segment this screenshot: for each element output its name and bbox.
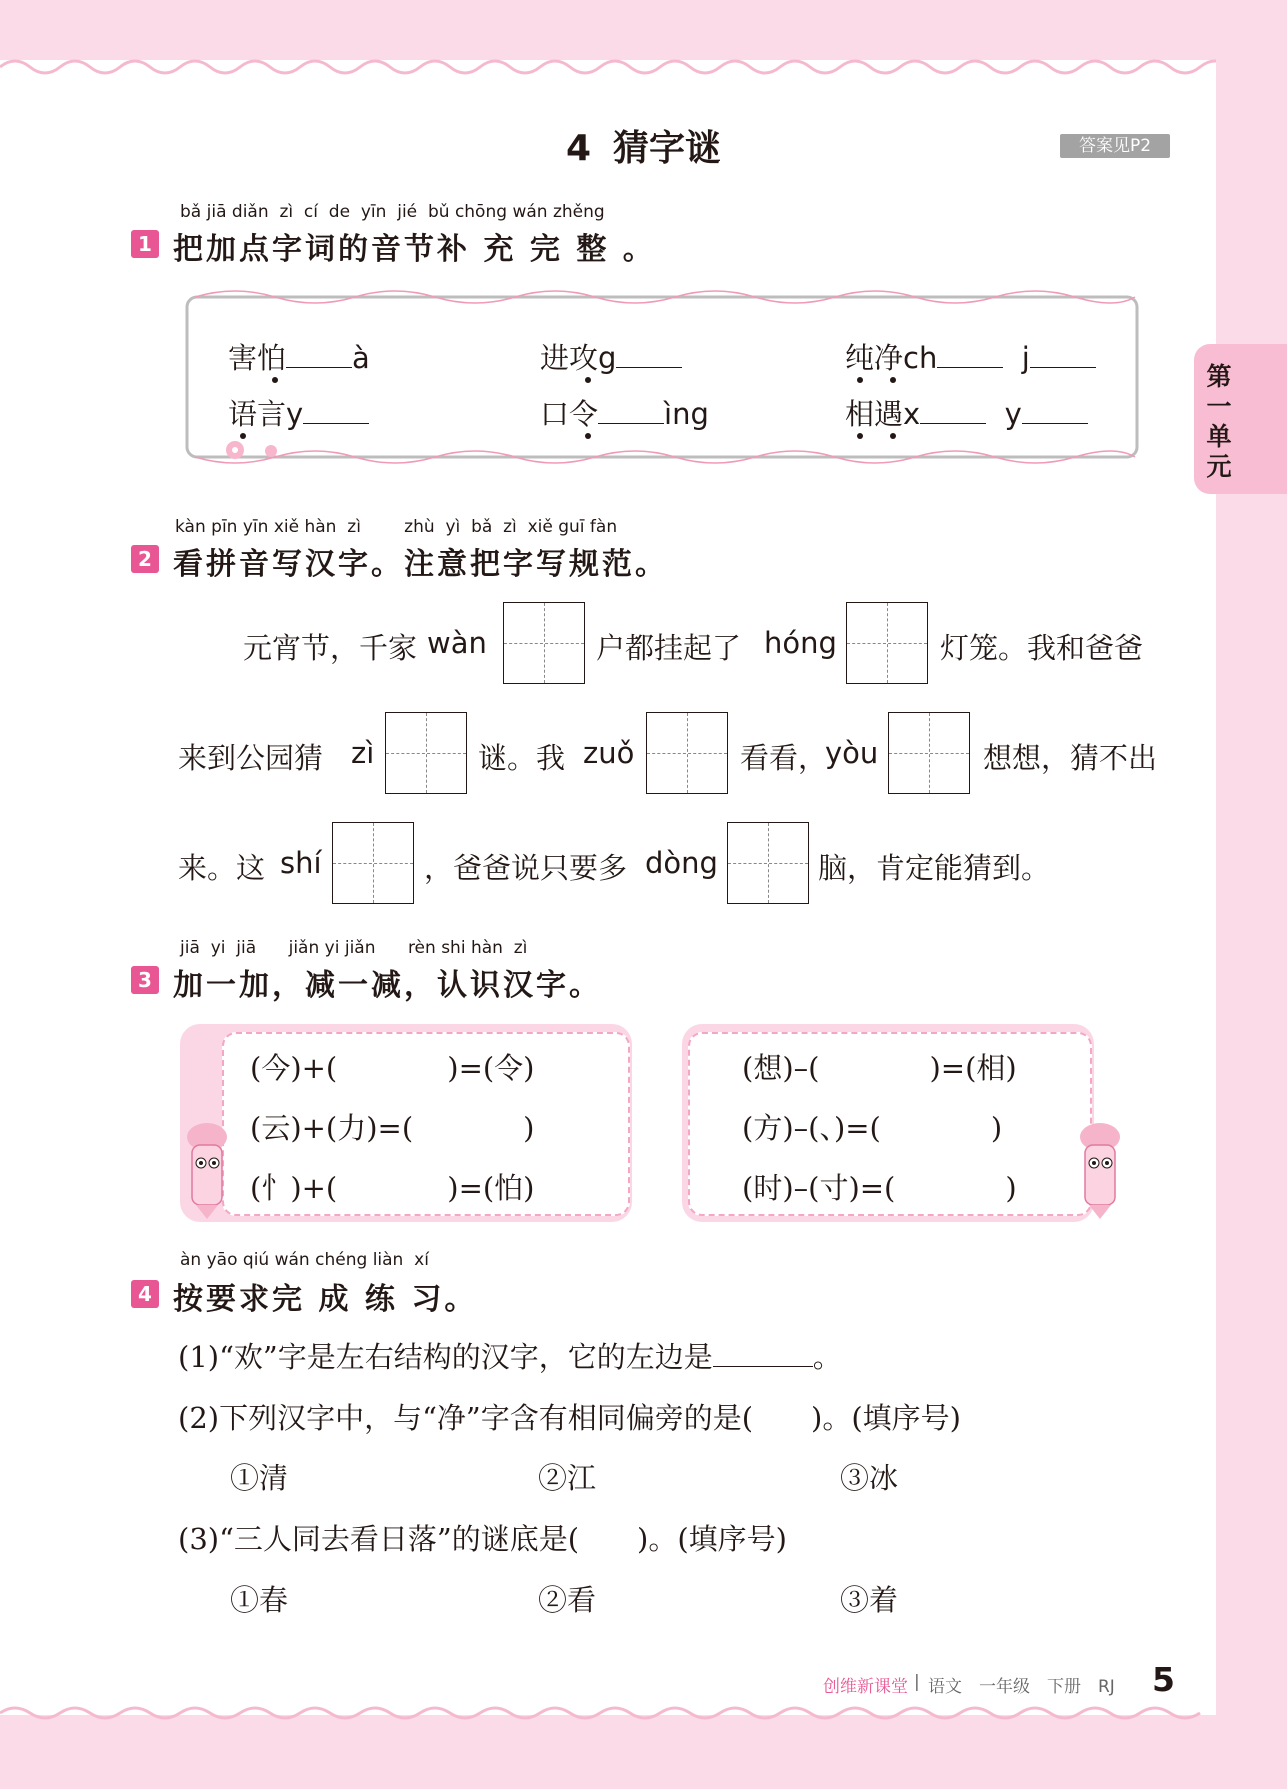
answer-blank[interactable]: [286, 341, 352, 368]
q2-line1-c: 灯笼。我和爸爸: [940, 631, 1144, 665]
q3-right-eq-2: (方)–(、)=( ): [742, 1111, 1003, 1145]
q4-sub2-opt3[interactable]: ③冰: [840, 1461, 899, 1495]
vine-frame: [175, 285, 1155, 475]
q4-sub1: (1)“欢”字是左右结构的汉字，它的左边是 。: [178, 1340, 842, 1374]
writing-grid-box[interactable]: [727, 822, 809, 904]
emphasis-dot: [585, 433, 591, 439]
unit-tab-label: [1200, 362, 1238, 482]
answer-blank[interactable]: [920, 397, 986, 424]
unit-tab-char: 单: [1206, 422, 1232, 451]
footer-brand: 创维新课堂: [823, 1677, 908, 1697]
unit-tab-char: 一: [1206, 392, 1232, 421]
q2-line1-b: 户都挂起了: [596, 631, 742, 665]
q4-sub2-opt1[interactable]: ①清: [230, 1461, 289, 1495]
q2-pinyin: kàn pīn yīn xiě hàn zì zhù yì bǎ zì xiě guī fàn: [175, 517, 618, 537]
writing-grid-box[interactable]: [332, 822, 414, 904]
writing-grid-box[interactable]: [385, 712, 467, 794]
q4-sub3: (3)“三人同去看日落”的谜底是( )。(填序号): [178, 1522, 787, 1556]
emphasis-dot: [240, 433, 246, 439]
q3-left-eq-3: (忄)+( )=(怕): [250, 1171, 535, 1205]
q2-pinyin-zi: zì: [351, 736, 375, 770]
footer-info: 语文 一年级 下册 RJ: [928, 1677, 1115, 1697]
q4-pinyin: àn yāo qiú wán chéng liàn xí: [180, 1250, 429, 1270]
q3-left-eq-2: (云)+(力)=( ): [250, 1111, 535, 1145]
q3-pinyin: jiā yi jiā jiǎn yi jiǎn rèn shi hàn zì: [180, 938, 528, 958]
q2-line2-c: 看看，: [740, 741, 828, 775]
q4-sub3-opt1[interactable]: ①春: [230, 1583, 289, 1617]
q1-item-2: 进攻g: [540, 336, 682, 377]
q2-number: 2: [131, 545, 159, 573]
q2-line1-a: 元宵节，千家: [243, 631, 418, 665]
q3-title: 加一加，减一减，认识汉字。: [173, 968, 602, 1003]
writing-grid-box[interactable]: [888, 712, 970, 794]
q4-sub3-opt3[interactable]: ③着: [840, 1583, 899, 1617]
q1-item-5: 口令 ìng: [540, 397, 709, 431]
q1-item-3: 纯净ch j: [845, 336, 1096, 377]
q1-pinyin: bǎ jiā diǎn zì cí de yīn jié bǔ chōng wán zhěng: [180, 202, 605, 222]
q4-title: 按要求完 成 练 习。: [173, 1282, 478, 1317]
emphasis-dot: [890, 377, 896, 383]
q2-line2-a: 来到公园猜: [178, 741, 324, 775]
q2-pinyin-wan: wàn: [427, 626, 487, 660]
unit-tab-char: 元: [1206, 452, 1232, 481]
writing-grid-box[interactable]: [846, 602, 928, 684]
q2-line3-c: 脑，肯定能猜到。: [818, 851, 1051, 885]
q4-sub2: (2)下列汉字中，与“净”字含有相同偏旁的是( )。(填序号): [178, 1401, 961, 1435]
lesson-number: 4: [565, 128, 592, 169]
q4-sub3-opt2[interactable]: ②看: [538, 1583, 597, 1617]
answer-blank[interactable]: [616, 341, 682, 368]
q2-title: 看拼音写汉字。注意把字写规范。: [173, 547, 668, 582]
q1-title: 把加点字词的音节补 充 完 整 。: [173, 232, 656, 267]
top-wavy-border: [0, 55, 1216, 77]
q2-line2-d: 想想，猜不出: [983, 741, 1158, 775]
q2-line2-b: 谜。我: [478, 741, 566, 775]
q1-number: 1: [131, 230, 159, 258]
writing-grid-box[interactable]: [503, 602, 585, 684]
q2-line3-b: ，爸爸说只要多: [424, 851, 628, 885]
answer-blank[interactable]: [1022, 397, 1088, 424]
answer-blank[interactable]: [303, 397, 369, 424]
q3-number: 3: [131, 966, 159, 994]
answer-blank[interactable]: [1030, 341, 1096, 368]
pencil-mascot-icon: [172, 1115, 242, 1220]
q2-pinyin-hong: hóng: [764, 626, 837, 660]
flower-icon: [265, 445, 277, 457]
pencil-mascot-icon: [1065, 1115, 1135, 1220]
q1-item-1: 害怕 à: [228, 341, 370, 375]
q2-line3-a: 来。这: [178, 851, 266, 885]
q4-number: 4: [131, 1280, 159, 1308]
answer-reference-badge: 答案见P2: [1060, 134, 1170, 158]
q2-pinyin-shi: shí: [280, 846, 322, 880]
emphasis-dot: [272, 377, 278, 383]
emphasis-dot: [857, 433, 863, 439]
unit-tab-char: 第: [1206, 362, 1232, 391]
lesson-name: 猜字谜: [613, 128, 722, 169]
writing-grid-box[interactable]: [646, 712, 728, 794]
q3-right-eq-3: (时)–(寸)=( ): [742, 1171, 1017, 1205]
q1-item-4: 语言y: [228, 392, 369, 433]
answer-blank[interactable]: [598, 397, 664, 424]
q3-left-eq-1: (今)+( )=(令): [250, 1051, 535, 1085]
q2-pinyin-dong: dòng: [645, 846, 718, 880]
emphasis-dot: [890, 433, 896, 439]
q3-right-eq-1: (想)–( )=(相): [742, 1051, 1017, 1085]
q2-pinyin-zuo: zuǒ: [583, 736, 635, 770]
bottom-wavy-border: [0, 1703, 1216, 1725]
answer-blank[interactable]: [937, 341, 1003, 368]
q2-pinyin-you: yòu: [825, 736, 879, 770]
q1-item-6: 相遇x y: [845, 392, 1088, 433]
emphasis-dot: [585, 377, 591, 383]
answer-blank[interactable]: [713, 1340, 813, 1367]
page-number: 5: [1152, 1660, 1175, 1699]
q4-sub2-opt2[interactable]: ②江: [538, 1461, 597, 1495]
emphasis-dot: [857, 377, 863, 383]
footer-divider: |: [914, 1672, 920, 1692]
